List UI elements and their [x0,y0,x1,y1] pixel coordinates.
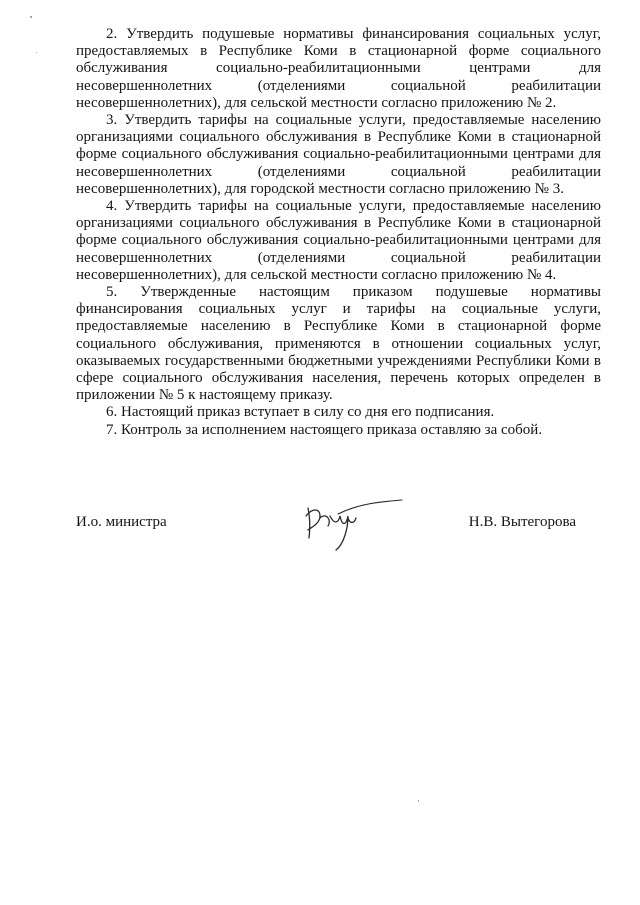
paragraph-2: 2. Утвердить подушевые нормативы финансирования социальных услуг, предоставляемых в Республике Коми в стационарной форме социального обслуживания социально-реабилитационными центрами для несовершеннолетних (отделениями социальной реабилитации несовершеннолетних), для сельской местности согласно приложению № 2. [76,26,601,111]
signatory-name: Н.В. Вытегорова [468,514,576,530]
paragraph-7: 7. Контроль за исполнением настоящего приказа оставляю за собой. [106,421,543,438]
paragraph-3: 3. Утвердить тарифы на социальные услуги, предоставляемые населению организациями социального обслуживания в Республике Коми в стационарной форме социального обслуживания социально-реабилитационными центрами для несовершеннолетних (отделениями социальной реабилитации несовершеннолетних), для городской местности согласно приложению № 3. [76,112,601,197]
document-body [76,26,601,439]
scan-speck [30,16,32,18]
paragraph-5: 5. Утвержденные настоящим приказом подушевые нормативы финансирования социальных услуг и тарифы на социальные услуги, предоставляемые населению в Республике Коми в стационарной форме социального обслуживания, применяются в отношении социальных услуг, оказываемых государственными бюджетными учреждениями Республики Коми в сфере социального обслуживания населения, перечень которых определен в приложении № 5 к настоящему приказу. [76,284,601,404]
handwritten-signature [298,494,408,554]
scan-speck [36,52,37,53]
scan-speck [418,800,419,802]
signatory-role: И.о. министра [76,514,167,530]
paragraph-6: 6. Настоящий приказ вступает в силу со дня его подписания. [106,404,495,421]
signature-block [76,508,576,558]
paragraph-4: 4. Утвердить тарифы на социальные услуги, предоставляемые населению организациями социального обслуживания в Республике Коми в стационарной форме социального обслуживания социально-реабилитационными центрами для несовершеннолетних (отделениями социальной реабилитации несовершеннолетних), для сельской местности согласно приложению № 4. [76,198,601,283]
